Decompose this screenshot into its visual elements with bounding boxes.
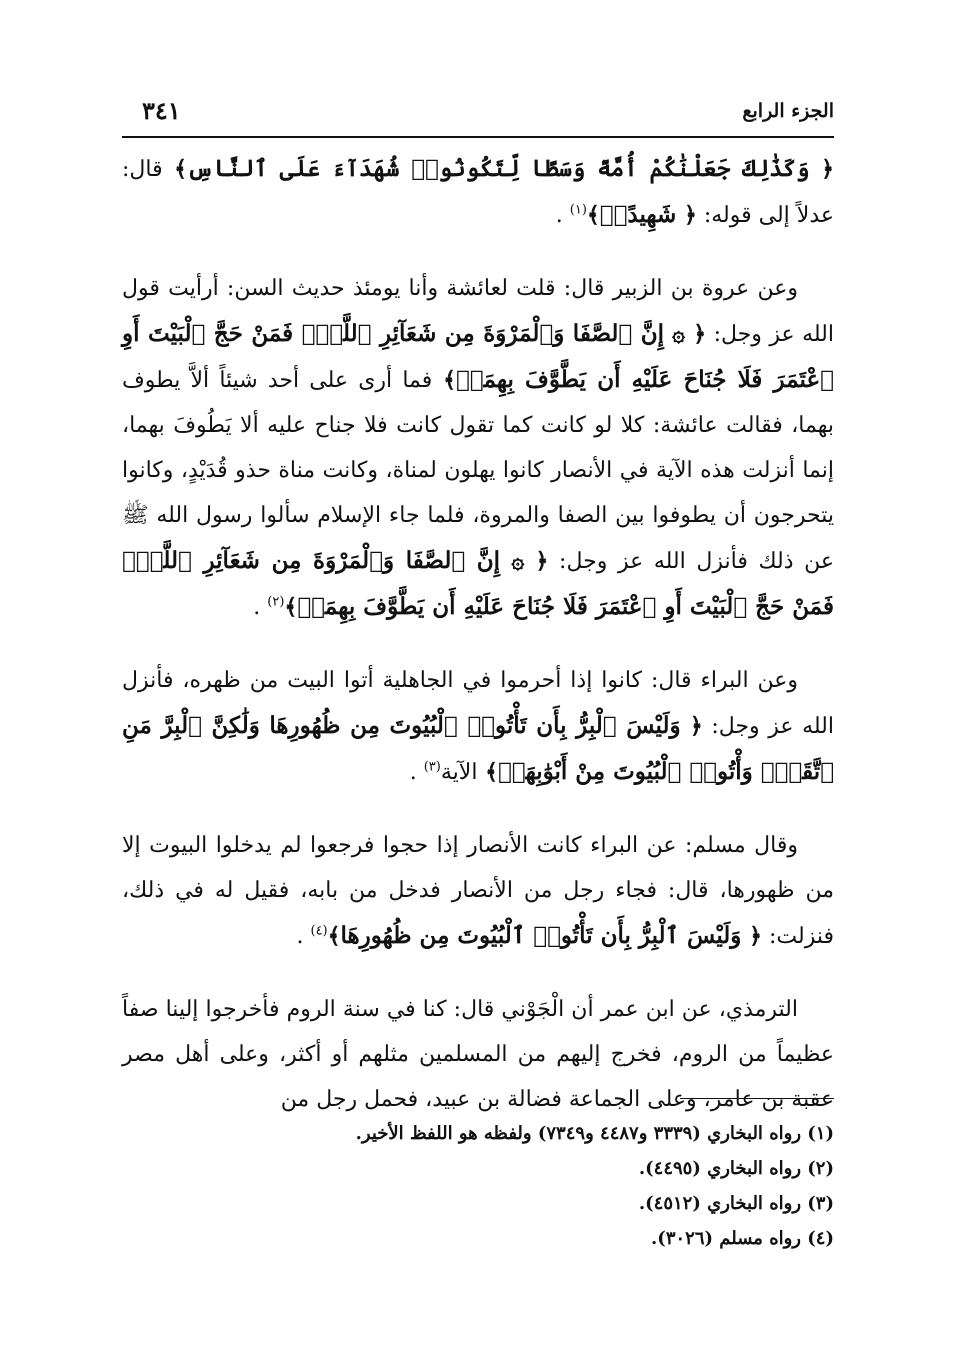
- paragraph: [122, 823, 834, 959]
- running-header: [122, 94, 834, 138]
- text-segment: فما أرى على أحد شيئاً ألاَّ يطوف بهما، فقالت عائشة: كلا لو كانت كما تقول كانت فلا جناح عليه ألا يَطُوفَ بهما، إنما أنزلت هذه الآية في الأنصار كانوا يهلون لمناة، وكانت مناة حذو قُدَيْدٍ، وكانوا يتحرجون أن يطوفوا بين الصفا والمروة، فلما جاء الإسلام سألوا رسول الله ﷺ عن ذلك فأنزل الله عز وجل:: [122, 368, 834, 574]
- paragraph: [122, 266, 834, 630]
- verse-bracket: ﴿: [809, 156, 834, 182]
- text-segment: .: [555, 203, 570, 228]
- quran-verse: إِنَّ ٱلصَّفَا وَٱلْمَرْوَةَ مِن شَعَآئِرِ ٱللَّهِۖ فَمَنْ حَجَّ ٱلْبَيْتَ أَوِ ٱعْتَمَرَ فَلَا جُنَاحَ عَلَيْهِ أَن يَطَّوَّفَ بِهِمَاۚ: [122, 547, 834, 620]
- verse-bracket: ﴾: [327, 923, 341, 949]
- text-segment: وعن البراء قال: كانوا إذا أحرموا في الجاهلية أتوا البيت من ظهره، فأنزل الله عز وجل:: [122, 668, 834, 739]
- text-segment: .: [409, 760, 424, 785]
- quran-verse: شَهِيدًاۗ: [599, 201, 677, 228]
- footnote-ref: (١): [569, 202, 587, 218]
- quran-verse: وَكَذَٰلِكَ جَعَلْنَٰكُمْ أُمَّةً وَسَطًا لِّتَكُونُوا۟ شُهَدَآءَ عَلَى ٱلنَّاسِ: [187, 155, 810, 182]
- verse-bracket: ﴾: [284, 594, 298, 620]
- text-segment: قال: عدلاً إلى قوله:: [122, 157, 834, 228]
- verse-bracket: ﴾: [432, 367, 456, 393]
- footnote: (٤) رواه مسلم (٣٠٢٦).: [651, 1228, 834, 1249]
- text-segment: وقال مسلم: عن البراء كانت الأنصار إذا حجوا فرجعوا لم يدخلوا البيوت إلا من ظهورها، قال: فجاء رجل من الأنصار فدخل من بابه، فقيل له في ذلك، فنزلت:: [122, 833, 834, 949]
- footnotes: [122, 1116, 834, 1256]
- verse-bracket: ﴾: [477, 759, 498, 785]
- verse-bracket: ﴾: [586, 202, 600, 228]
- text-segment: الآية: [440, 760, 478, 785]
- verse-bracket: ﴿ ۞: [500, 548, 549, 574]
- text-segment: .: [296, 924, 311, 949]
- text-segment: .: [253, 595, 268, 620]
- verse-bracket: ﴿: [680, 713, 703, 739]
- quran-verse: وَلَيْسَ ٱلْبِرُّ بِأَن تَأْتُوا۟ ٱلْبُيُوتَ مِن ظُهُورِهَا: [340, 922, 742, 949]
- quran-verse: إِنَّ ٱلصَّفَا وَٱلْمَرْوَةَ مِن شَعَآئِرِ ٱللَّهِۖ فَمَنْ حَجَّ ٱلْبَيْتَ أَوِ ٱعْتَمَرَ فَلَا جُنَاحَ عَلَيْهِ أَن يَطَّوَّفَ بِهِمَاۚ: [122, 320, 834, 393]
- chapter-title: الجزء الرابع: [742, 100, 834, 122]
- footnote-ref: (٤): [310, 923, 328, 939]
- verse-bracket: ﴾: [162, 156, 188, 182]
- footnote: (٣) رواه البخاري (٤٥١٢).: [638, 1193, 834, 1214]
- page-number: ٣٤١: [142, 96, 181, 125]
- quran-verse: وَلَيْسَ ٱلْبِرُّ بِأَن تَأْتُوا۟ ٱلْبُيُوتَ مِن ظُهُورِهَا وَلَٰكِنَّ ٱلْبِرَّ مَنِ ٱتَّقَىٰۗ وَأْتُوا۟ ٱلْبُيُوتَ مِنْ أَبْوَٰبِهَاۚ: [122, 712, 834, 785]
- paragraph: [122, 146, 834, 238]
- text-segment: الترمذي، عن ابن عمر أن الْجَوْني قال: كنا في سنة الروم فأخرجوا إلينا صفاً عظيماً من الروم، فخرج إليهم من المسلمين مثلهم أو أكثر، وعلى أهل مصر عقبة بن عامر، وعلى الجماعة فضالة بن عبيد، فحمل رجل من: [122, 997, 834, 1112]
- verse-bracket: ﴿ ۞: [664, 321, 707, 347]
- footnote-ref: (٣): [423, 759, 441, 775]
- verse-bracket: ﴿: [676, 202, 697, 228]
- text-segment: وعن عروة بن الزبير قال: قلت لعائشة وأنا يومئذ حديث السن: أرأيت قول الله عز وجل:: [122, 276, 835, 347]
- verse-bracket: ﴿: [741, 923, 762, 949]
- footnote-separator: [680, 1098, 834, 1099]
- footnote-ref: (٢): [267, 594, 285, 610]
- footnote: (١) رواه البخاري (٣٣٣٩ و٤٤٨٧ و٧٣٤٩) ولفظه هو اللفظ الأخير.: [355, 1123, 834, 1144]
- paragraph: [122, 987, 834, 1122]
- footnote: (٢) رواه البخاري (٤٤٩٥).: [638, 1158, 834, 1179]
- main-text: [122, 146, 834, 1150]
- paragraph: [122, 658, 834, 795]
